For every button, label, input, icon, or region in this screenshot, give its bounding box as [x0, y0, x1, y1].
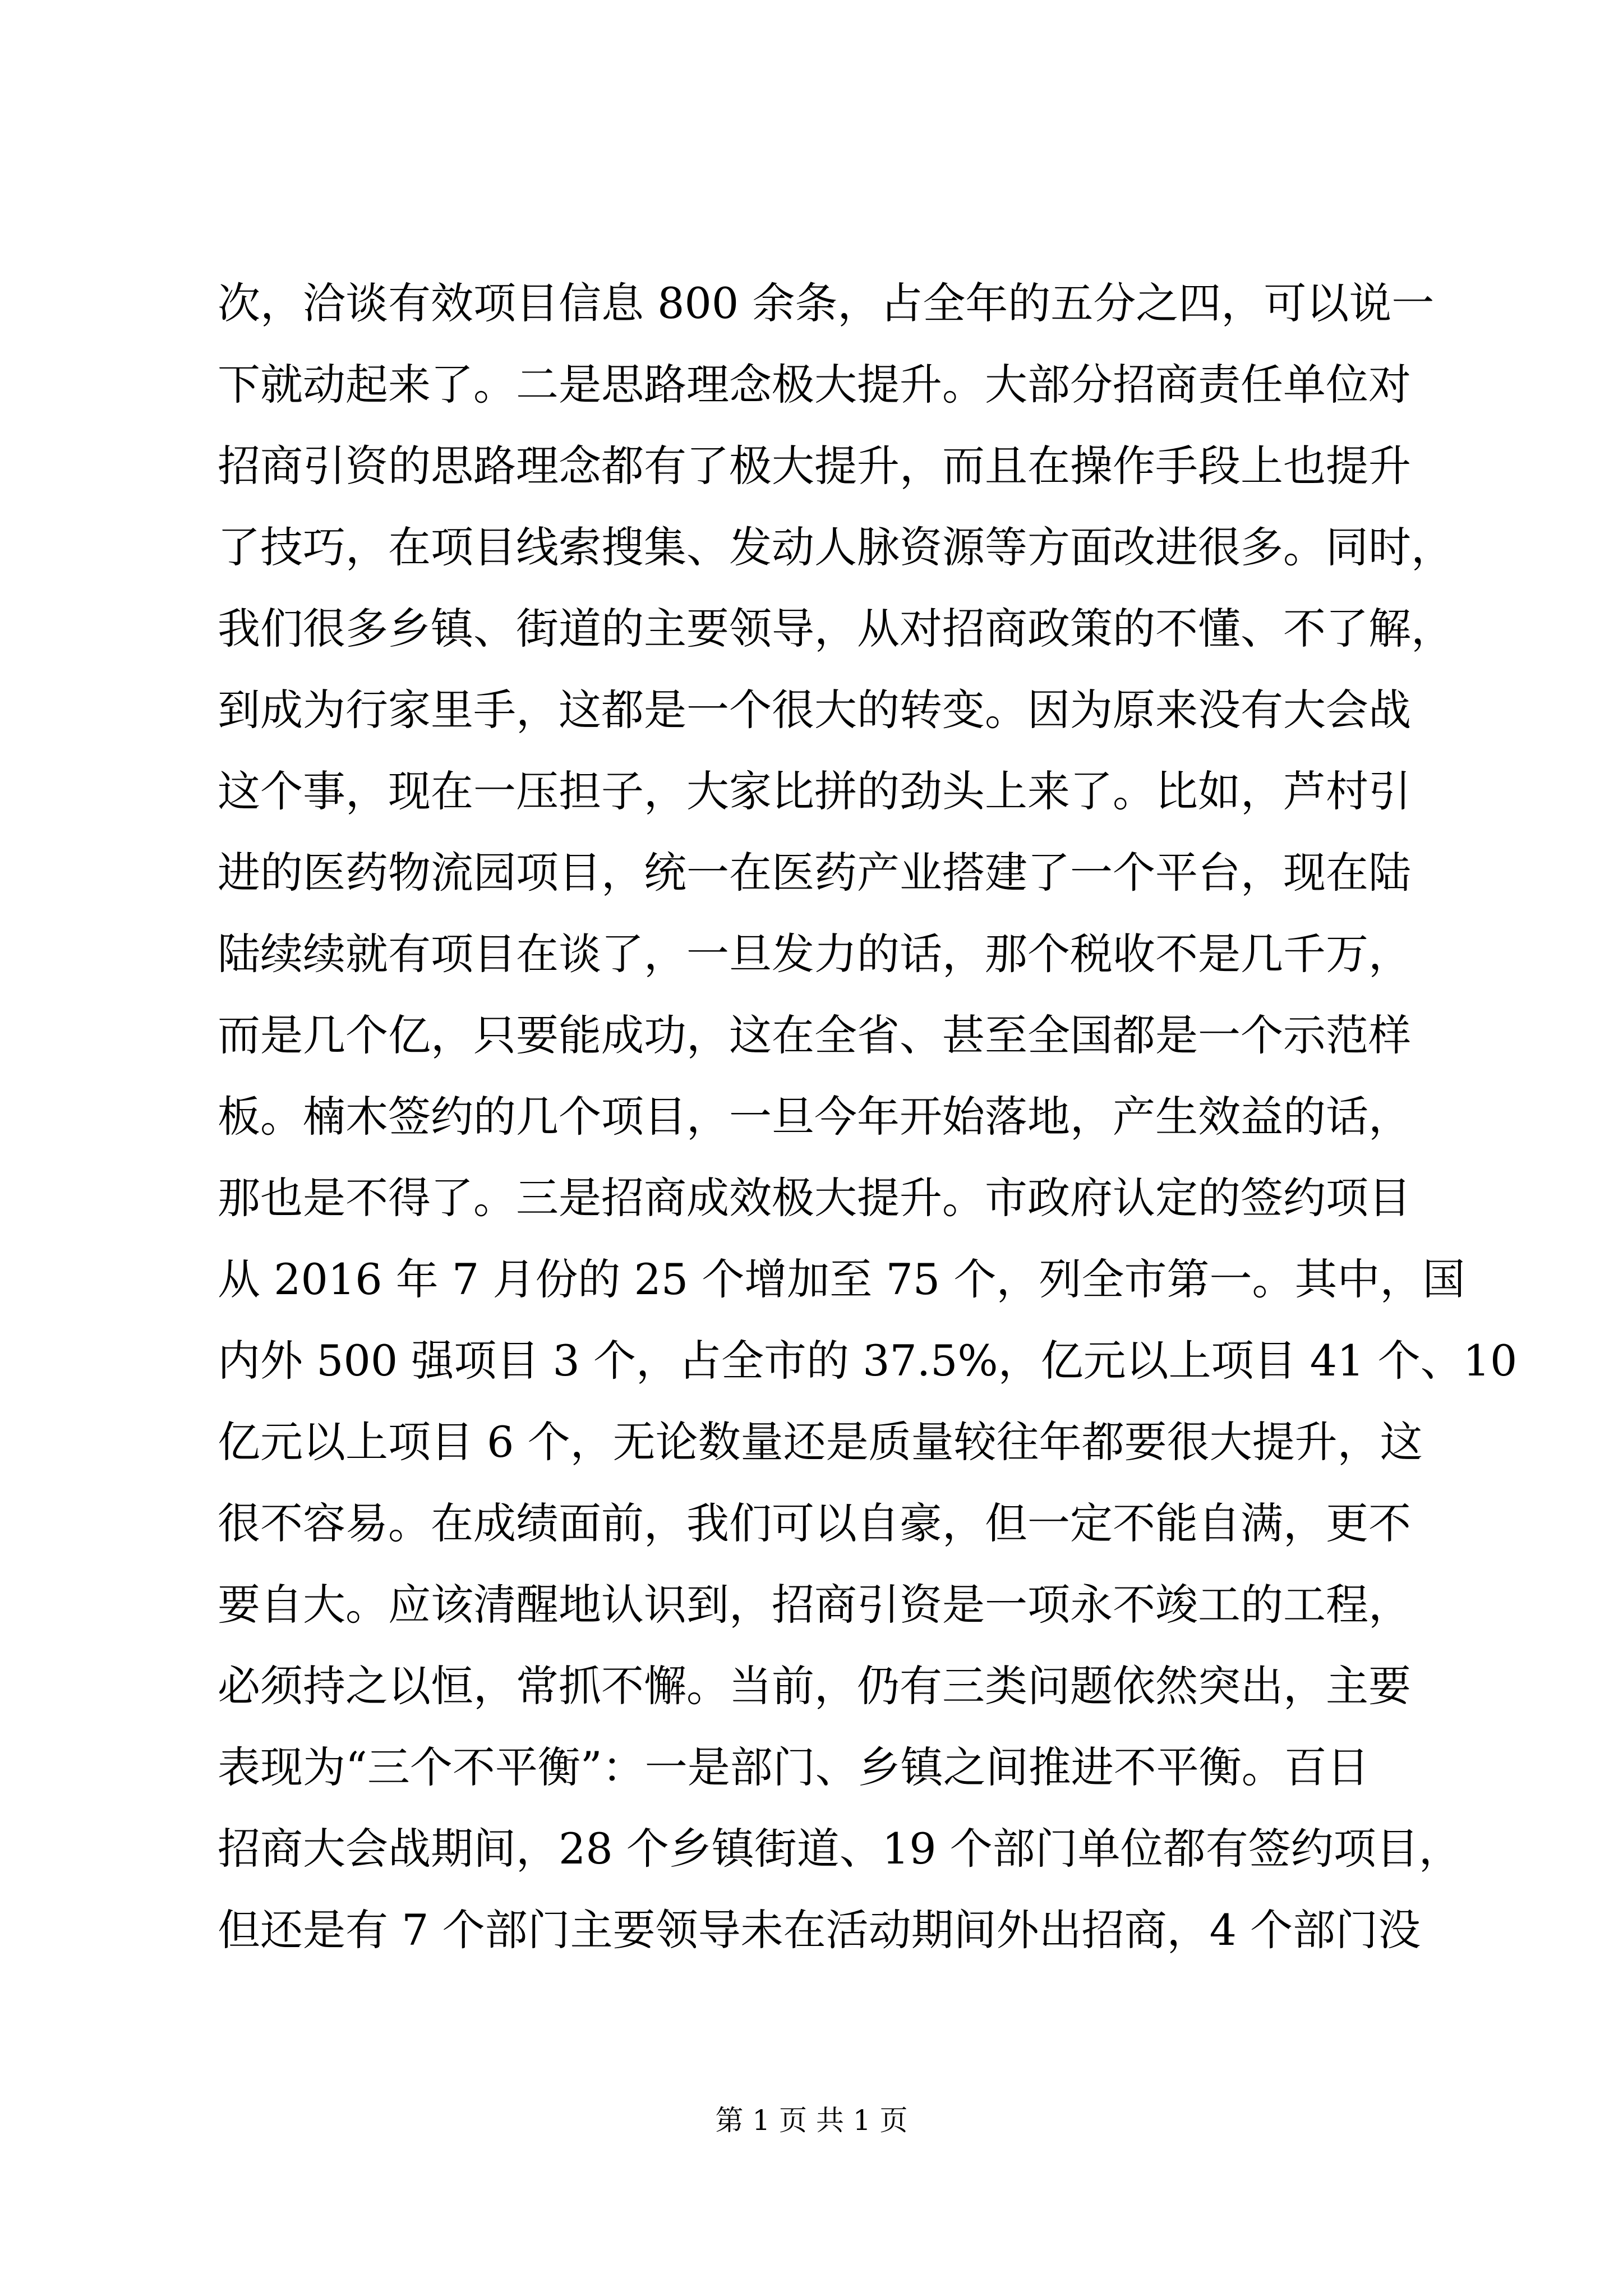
text-line: 但还是有 7 个部门主要领导未在活动期间外出招商，4 个部门没: [218, 1905, 1421, 1955]
text-line: 我们很多乡镇、街道的主要领导，从对招商政策的不懂、不了解，: [218, 604, 1454, 654]
text-line: 而是几个亿，只要能成功，这在全省、甚至全国都是一个示范样: [218, 1010, 1411, 1060]
text-line: 从 2016 年 7 月份的 25 个增加至 75 个，列全市第一。其中，国: [218, 1254, 1465, 1304]
text-line: 招商引资的思路理念都有了极大提升，而且在操作手段上也提升: [218, 441, 1411, 491]
body-text: [218, 263, 1623, 1971]
text-line: 要自大。应该清醒地认识到，招商引资是一项永不竣工的工程，: [218, 1580, 1411, 1630]
text-line: 板。楠木签约的几个项目，一旦今年开始落地，产生效益的话，: [218, 1092, 1411, 1142]
text-line: 表现为“三个不平衡”：一是部门、乡镇之间推进不平衡。百日: [218, 1742, 1370, 1792]
text-line: 亿元以上项目 6 个，无论数量还是质量较往年都要很大提升，这: [218, 1417, 1423, 1467]
text-line: 下就动起来了。二是思路理念极大提升。大部分招商责任单位对: [218, 360, 1411, 409]
text-line: 进的医药物流园项目，统一在医药产业搭建了一个平台，现在陆: [218, 848, 1411, 898]
text-line: 内外 500 强项目 3 个，占全市的 37.5%，亿元以上项目 41 个、10: [218, 1336, 1518, 1386]
text-line: 到成为行家里手，这都是一个很大的转变。因为原来没有大会战: [218, 685, 1411, 735]
text-line: 必须持之以恒，常抓不懈。当前，仍有三类问题依然突出，主要: [218, 1661, 1411, 1711]
text-line: 陆续续就有项目在谈了，一旦发力的话，那个税收不是几千万，: [218, 929, 1411, 979]
text-line: 这个事，现在一压担子，大家比拼的劲头上来了。比如，芦村引: [218, 766, 1411, 816]
text-line: 招商大会战期间，28 个乡镇街道、19 个部门单位都有签约项目，: [218, 1824, 1461, 1874]
text-line: 那也是不得了。三是招商成效极大提升。市政府认定的签约项目: [218, 1173, 1411, 1223]
text-line: 了技巧，在项目线索搜集、发动人脉资源等方面改进很多。同时，: [218, 522, 1454, 572]
page-number-footer: 第 1 页 共 1 页: [715, 2104, 908, 2137]
text-line: 次，洽谈有效项目信息 800 余条，占全年的五分之四，可以说一: [218, 278, 1435, 328]
text-line: 很不容易。在成绩面前，我们可以自豪，但一定不能自满，更不: [218, 1498, 1411, 1548]
